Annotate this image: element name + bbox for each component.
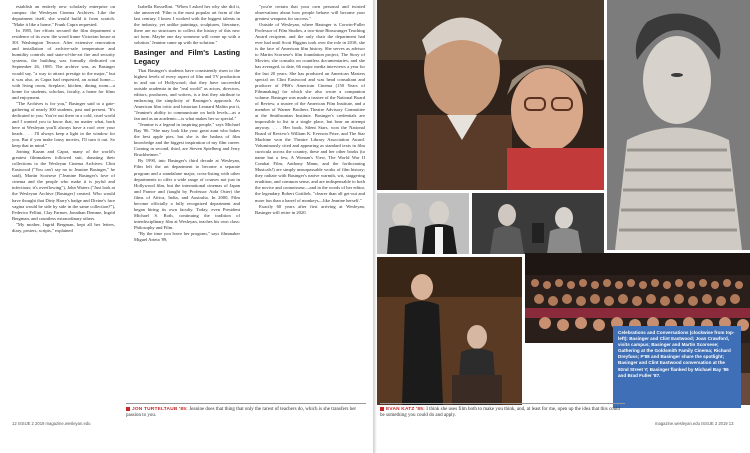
paragraph: Exactly 60 years after first arriving at Wesleyan, Basinger will retire in 2020. <box>255 203 365 215</box>
paragraph: By 1990, into Basinger's third decade at Wesleyan, Film left the art department to become a separate program and a standalone major, cross-listing with other departments to offer a wide range of courses not just in Hollywood film, but the international cinemas of Japan and France and (taught by Professor Aida Oster) the films of Africa, India, and Australia. In 2000, Film become officially a fully recognized department and began hiring its own faculty. Today, even President Michael S. Roth, continuing the tradition of interdisciplinary film at Wesleyan, teaches his own class: Philosophy and Film. <box>134 158 240 230</box>
folio-left: 12 ISSUE 2 2019 magazine.wesleyan.edu <box>12 421 91 426</box>
paragraph: Isabella Rossellini. "When I asked her why she did it, she answered: 'Film is the most popular art form of the last century. I know I worked with the biggest talents in the industry, yet unlike paintings, sculptures, literature, there are no structures to collect the history of this new art form. Maybe one day someone will come up with a solution.' Jeanine came up with the solution." <box>134 4 240 46</box>
paragraph: Outside of Wesleyan, where Basinger is Corwin-Fuller Professor of Film Studies, a two-time Binswanger Teaching Award recipient, and the only chair the department had ever had until Scott Higgins took over the role in 2018, she is the face of American film history. She serves as advisor to Martin Scorsese's film foundation project, The Story of Movies; she consults on countless documentaries; and she has averaged, to date, 66 major media interviews a year for the last 20 years. She has produced an American Masters special on Clint Eastwood and was head consultant and producer of PBS's American Cinema (150 Years of Filmmaking) for which she also wrote a companion volume. Basinger was made a trustee of the National Board of Review, a trustee of the American Film Institute, and a member of Warner Brothers Theatre Advisory Committee at the Smithsonian Institute. Basinger's credentials are impossible to list in a single place, but bear an attempt anyway. . . . Her book, Silent Stars, won the National Board of Review's William K. Everson Prize, and The Star Machine won the Theatre Library Association Award. Voluminously cited and appearing as standard texts in film curricula across the country, these and her other books (to name but a few, A Woman's View, The World War II Combat Film, Anthony Mann, and the forthcoming Musicals!) are simply unsurpassable works of film history; they radiate with Basinger's native warmth, wit, staggering erudition, and common sense, and are indispensable to both the novice and connoisseur—and in the words of her editor, the legendary Robert Gottlieb, "clearer than all get-out and more fun than a barrel of monkeys—like Jeanine herself." <box>255 22 365 203</box>
photo-caption: Celebrations and Conversations (clockwise from top-left): Basinger and Clint Eastwood; Joan Crawford, visits campus; Basinger and Martin Scorsese; Gathering at the Goldsmith Family Cinema; Richard Dreyfuss; P'88 and Basinger share the spotlight; Basinger and Clint Eastwood conversation at the 92nd Street Y; Basinger flanked by Michael Bay '86 and Brad Fuller '87. <box>613 326 741 408</box>
divider <box>380 403 625 404</box>
pullquote-text: I think she uses film both to make you think, and, at least for me, open up the idea that this could be something you could do and apply. <box>380 407 621 419</box>
paragraph: establish an entirely new scholarly enterprise on campus: the Wesleyan Cinema Archives. Like the department itself, she would build it from scratch. "Make it like a home," Frank Capra requested. <box>12 4 115 28</box>
section-heading: Basinger and Film's Lasting Legacy <box>134 48 240 66</box>
photo-campus-visit <box>377 193 469 254</box>
photo-joan-crawford <box>607 0 750 250</box>
pullquote-name: EVAN KATZ '85: <box>386 407 425 413</box>
photo-seated-speakers <box>377 257 522 405</box>
photo-conversation <box>472 193 604 254</box>
paragraph: "Jeanine is a legend in inspiring people," says Michael Bay '86. "She may look like your great aunt who bakes the best apple pies, but she is the badass of film knowledge and the biggest inspiration of my film career. Coming in second, third, are Steven Spielberg and Jerry Bruckheimer." <box>134 122 240 158</box>
bullet-icon <box>126 407 130 411</box>
divider <box>126 403 366 404</box>
paragraph: That Basinger's students have consistently risen to the highest levels of every aspect of film and TV production in and out of Hollywood; that they have succeeded outside academia in the "real world" as actors, directors, editors, producers, and writers, is a feat they attribute to embracing the simplicity of Basinger's approach. As American film critic and historian Leonard Maltin put it, "Jeanine's ability to communicate on both levels—as a fan and as an academic—is what makes her so special." <box>134 67 240 122</box>
paragraph: In 1985, her efforts secured the film department a residence of its own: the wood frame Victorian house at 301 Washington Terrace. After extensive renovation and installation of archive-safe temperature and humidity controls and state-of-the-art fire and security systems, the building was formally dedicated on September 26, 1985. The archive was, as Basinger would say, "a way to attract prestige to the major," but it was also, as Capra had requested, an actual home—with living room, fireplace, kitchen, dining room—a home for students, scholars, faculty, a home for films and enjoyment. <box>12 28 115 100</box>
pullquote-right <box>380 407 625 420</box>
paragraph: Joining Kazan and Capra, many of the world's greatest filmmakers followed suit, donating their collections to the Wesleyan Cinema Archives: Clint Eastwood ("You can't say no to Jeanine Basinger," he said), Martin Scorsese ("Jeanine Basinger's love of cinema and the people who make it is joyful and infectious; it's overflowing"), John Waters ("Just look at the Wesleyan Archive [Basinger] created. Who would have thought that Dirty Harry's badge and Divine's face vagina would be side by side in the same collection?"), Federico Fellini, Clay Farmer, Jonathan Demme, Ingrid Bergman, and countless extraordinary others. <box>12 149 115 221</box>
pullquote-left <box>126 407 366 420</box>
paragraph: "The Archives is for you," Basinger said to a gate-gathering of nearly 300 students, past and present. "It's dedicated to you. You're out there in a cold, cruel world and I wanted you to know that, no matter what, back here at Wesleyan you'll always have a roof over your heads. . . . I'll always keep a light in the window for you. But if you make lousy movies, I'll turn it out. So keep that in mind." <box>12 100 115 149</box>
text-column-3 <box>255 4 365 402</box>
paragraph: "you're certain that your own personal and twisted observations about how people behave will become your greatest weapons for success." <box>255 4 365 22</box>
paragraph: "By the time you leave her program," says filmmaker Miguel Arteta '89, <box>134 231 240 243</box>
pullquote-name: JON TURTELTAUB '85: <box>132 407 188 413</box>
paragraph: "My mother, Ingrid Bergman, kept all her letters, diary, posters, scripts," explained <box>12 221 115 233</box>
text-column-1 <box>12 4 115 402</box>
folio-right: magazine.wesleyan.edu ISSUE 2 2019 13 <box>655 421 734 426</box>
photo-eastwood-basinger <box>377 0 604 190</box>
pullquote-text: Jeanine does that thing that only the rarest of teachers do, which is she transfers her passion to you. <box>126 407 357 419</box>
bullet-icon <box>380 407 384 411</box>
text-column-2 <box>134 4 240 402</box>
